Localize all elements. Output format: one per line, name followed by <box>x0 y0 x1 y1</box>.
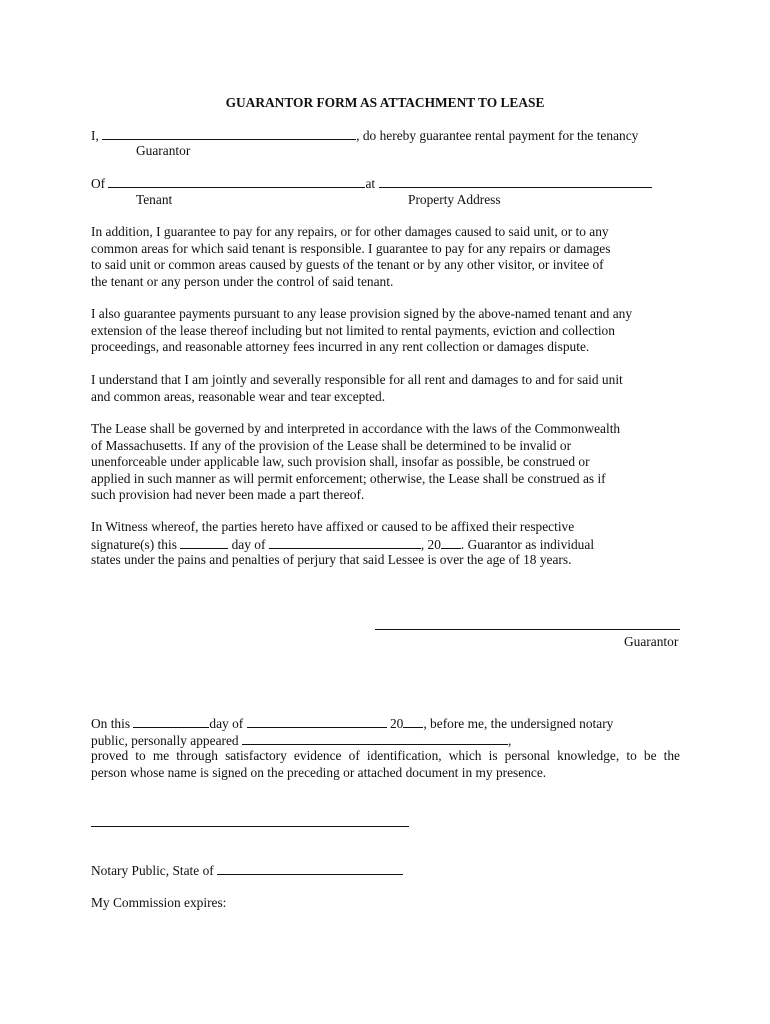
property-address-caption: Property Address <box>408 192 501 207</box>
witness-text: signature(s) this <box>91 536 181 552</box>
witness-day-field[interactable] <box>180 536 228 549</box>
witness-date-line <box>91 536 594 554</box>
paragraph-line: proceedings, and reasonable attorney fees incurred in any rent collection or damages dispute. <box>91 339 590 354</box>
notary-signature-field[interactable] <box>91 826 409 827</box>
page-title: GUARANTOR FORM AS ATTACHMENT TO LEASE <box>225 95 545 110</box>
tenant-caption: Tenant <box>136 192 173 207</box>
witness-text: , 20 <box>420 536 441 552</box>
paragraph-line: of Massachusetts. If any of the provision of the Lease shall be determined to be invalid or <box>91 437 572 453</box>
witness-month-field[interactable] <box>269 536 421 549</box>
notary-line: person whose name is signed on the preceding or attached document in my presence. <box>91 764 547 780</box>
notary-state-field[interactable] <box>217 862 403 875</box>
paragraph-line: I also guarantee payments pursuant to any lease provision signed by the above-named tenant and any <box>91 306 633 321</box>
at-label: at <box>365 176 379 191</box>
notary-text: , <box>507 732 512 748</box>
notary-appeared-line <box>91 732 511 750</box>
guarantor-caption: Guarantor <box>136 143 191 158</box>
witness-line: In Witness whereof, the parties hereto have affixed or caused to be affixed their respective <box>91 519 575 534</box>
guarantor-lead: I, <box>91 128 103 143</box>
paragraph-line: to said unit or common areas caused by guests of the tenant or by any other visitor, or invitee of <box>91 257 604 272</box>
of-label: Of <box>91 176 109 191</box>
property-address-field[interactable] <box>379 175 652 188</box>
notary-text: 20 <box>386 716 404 731</box>
paragraph-line: extension of the lease thereof including but not limited to rental payments, eviction and collection <box>91 322 615 338</box>
witness-line: states under the pains and penalties of perjury that said Lessee is over the age of 18 years. <box>91 552 572 567</box>
notary-year-field[interactable] <box>403 715 423 728</box>
paragraph-line: the tenant or any person under the control of said tenant. <box>91 273 394 289</box>
guarantor-signature-field[interactable] <box>375 629 680 630</box>
appeared-name-field[interactable] <box>242 732 508 745</box>
commission-expires-label: My Commission expires: <box>91 895 227 910</box>
notary-day-field[interactable] <box>133 715 209 728</box>
paragraph-line: I understand that I am jointly and severally responsible for all rent and damages to and for said unit <box>91 372 623 387</box>
witness-text: . Guarantor as individual <box>460 536 595 552</box>
notary-month-field[interactable] <box>247 715 387 728</box>
notary-text: public, personally appeared <box>91 732 242 748</box>
notary-state-label: Notary Public, State of <box>91 863 218 878</box>
witness-year-field[interactable] <box>441 536 461 549</box>
notary-line: proved to me through satisfactory evidence of identification, which is personal knowledge, to be the <box>91 748 680 763</box>
paragraph-line: such provision had never been made a part thereof. <box>91 487 365 502</box>
paragraph-line: The Lease shall be governed by and interpreted in accordance with the laws of the Commonwealth <box>91 421 621 436</box>
notary-date-line <box>91 715 613 733</box>
paragraph-line: and common areas, reasonable wear and tear excepted. <box>91 388 386 404</box>
signature-caption: Guarantor <box>624 634 679 649</box>
paragraph-line: unenforceable under applicable law, such provision shall, insofar as possible, be construed or <box>91 454 590 469</box>
witness-text: day of <box>228 536 269 552</box>
guarantor-name-field[interactable] <box>102 127 356 140</box>
tenant-line <box>91 175 652 193</box>
notary-text: , before me, the undersigned notary <box>423 716 614 731</box>
tenant-name-field[interactable] <box>108 175 365 188</box>
paragraph-line: common areas for which said tenant is responsible. I guarantee to pay for any repairs or damages <box>91 240 611 256</box>
notary-state-line <box>91 862 403 880</box>
guarantor-line-text: , do hereby guarantee rental payment for the tenancy <box>356 128 639 143</box>
notary-text: On this <box>91 716 134 731</box>
paragraph-line: In addition, I guarantee to pay for any repairs, or for other damages caused to said unit, or to any <box>91 224 609 239</box>
paragraph-line: applied in such manner as will permit enforcement; otherwise, the Lease shall be construed as if <box>91 470 606 486</box>
notary-text: day of <box>209 716 247 731</box>
guarantor-line <box>91 127 638 145</box>
